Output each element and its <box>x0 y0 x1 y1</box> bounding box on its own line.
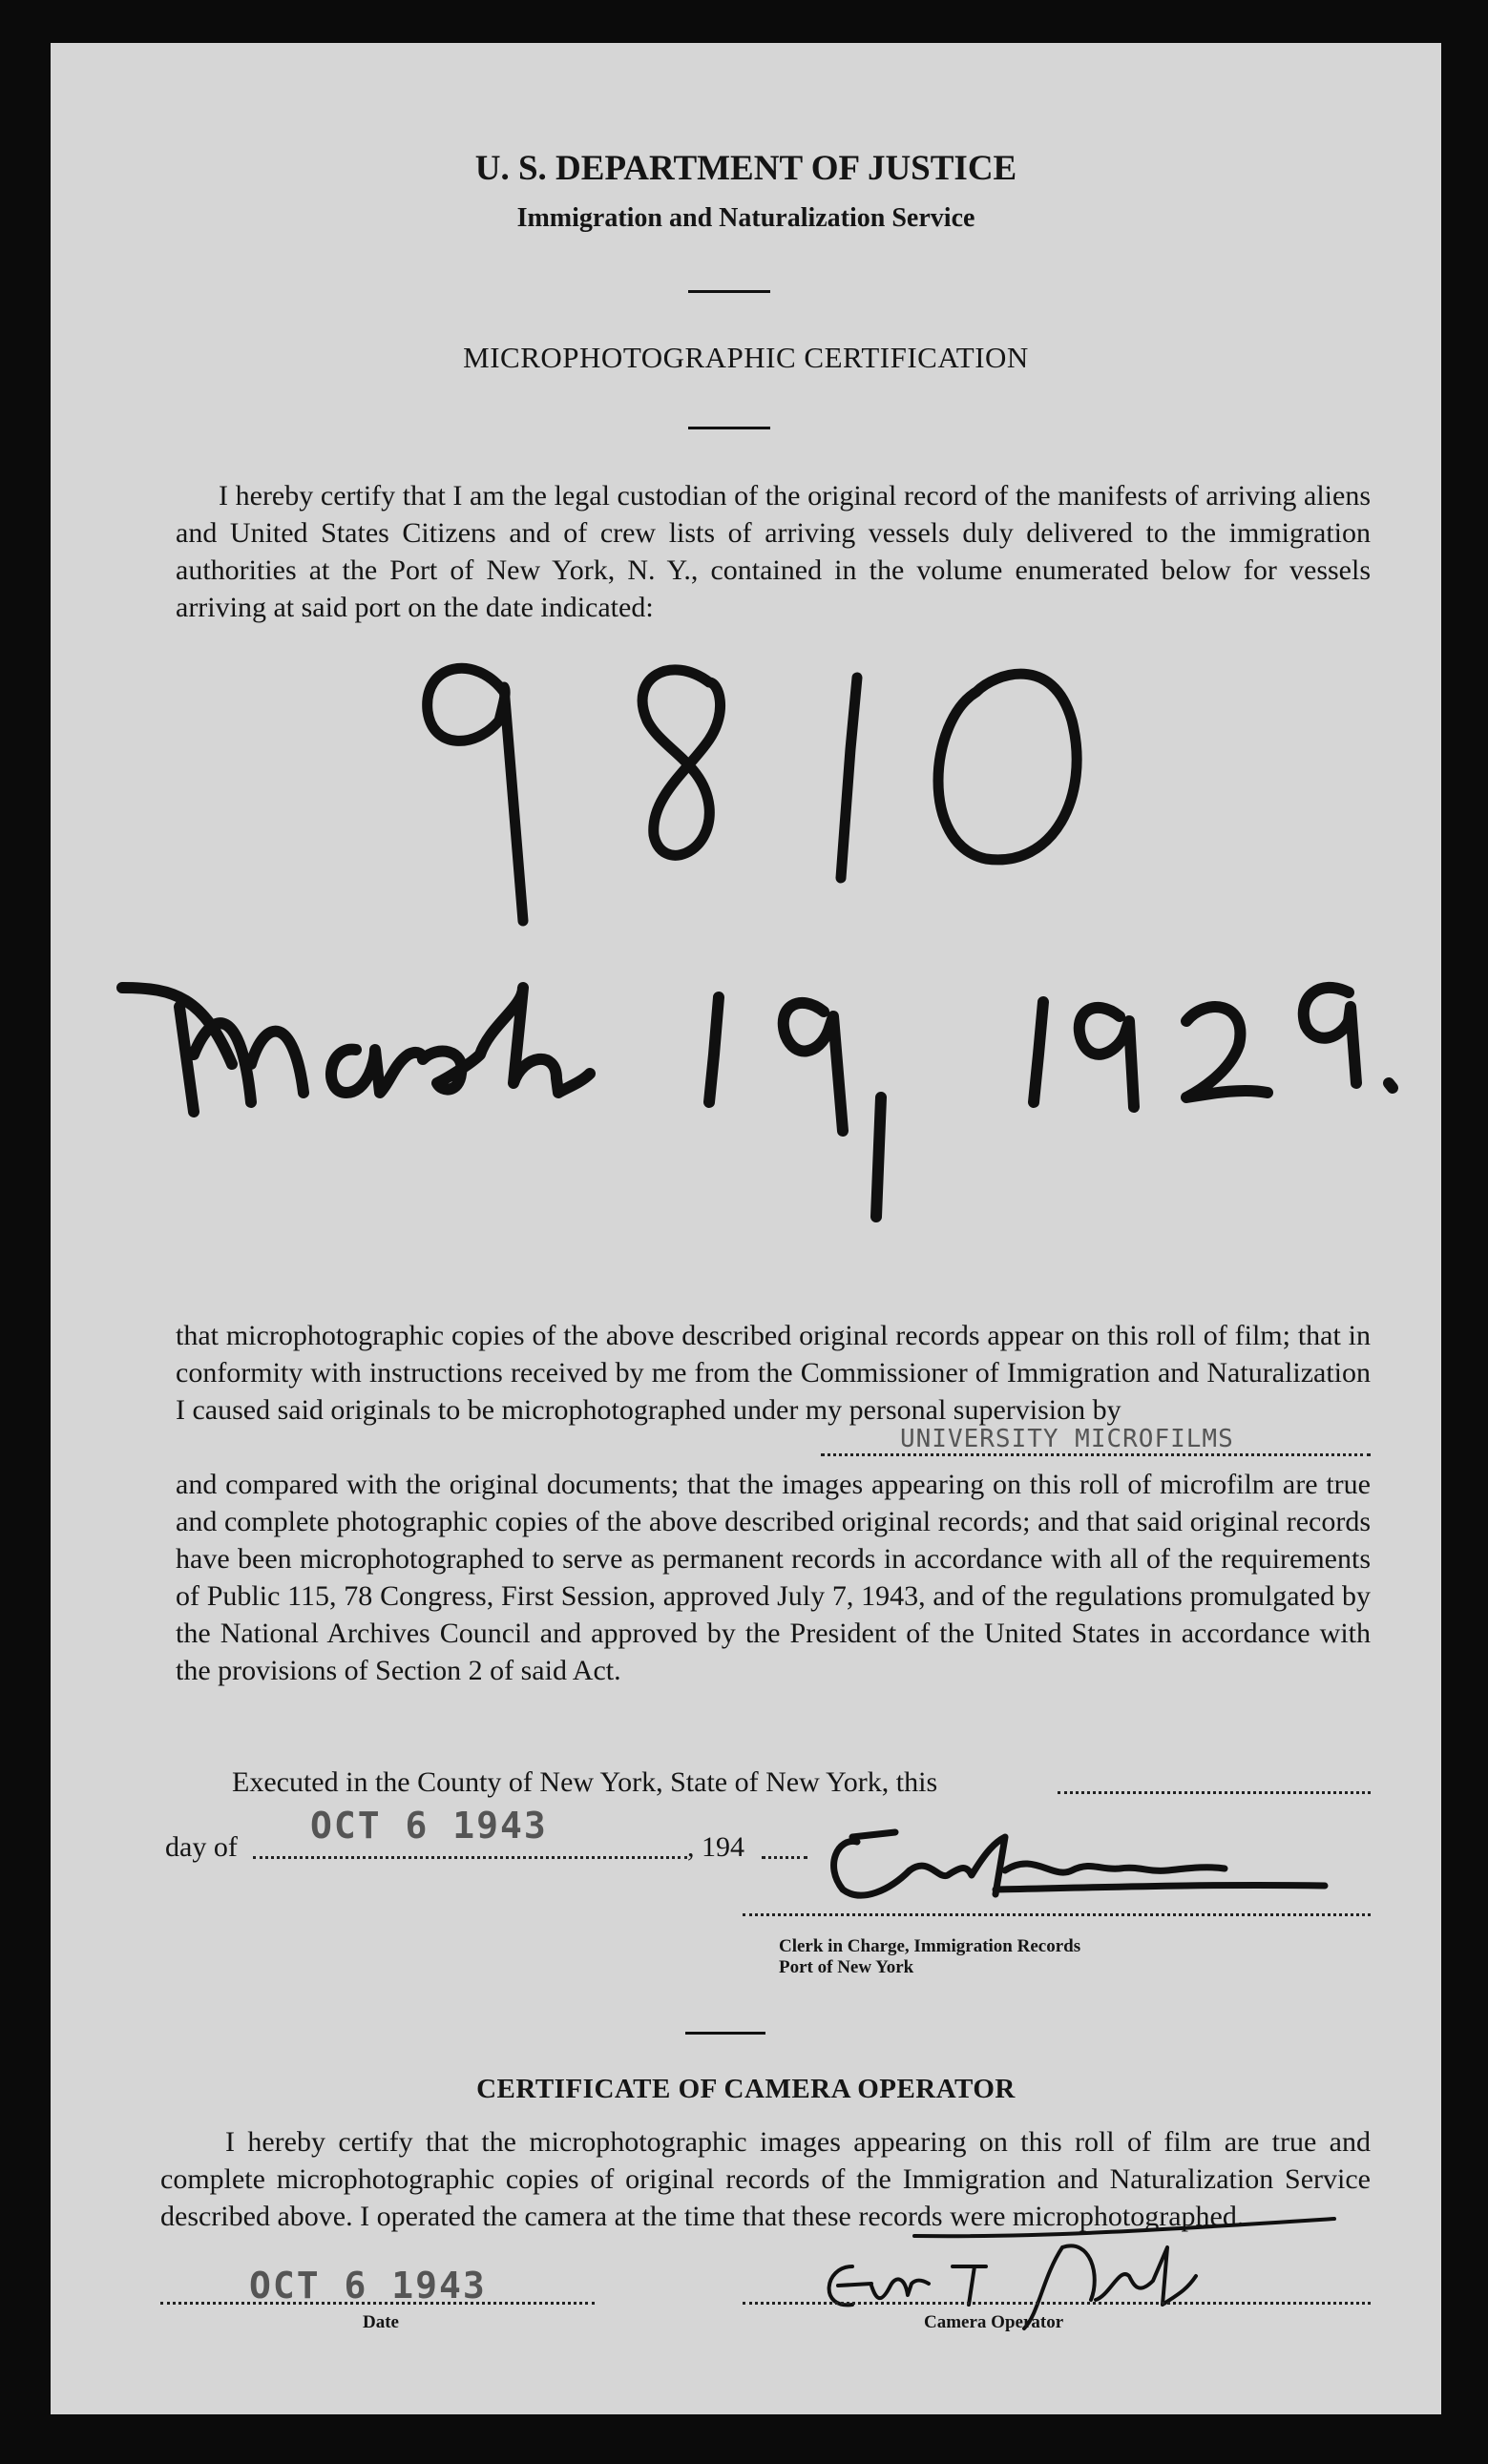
clerk-title-line2: Port of New York <box>779 1957 914 1977</box>
department-heading: U. S. DEPARTMENT OF JUSTICE <box>474 149 1017 188</box>
camera-operator-signature <box>805 2209 1396 2333</box>
handwritten-date <box>89 928 1425 1245</box>
day-of-label: day of <box>165 1831 238 1863</box>
camera-date-line <box>160 2302 595 2305</box>
camera-operator-label: Camera Operator <box>924 2312 1064 2332</box>
camera-operator-statement: I hereby certify that the microphotographic images appearing on this roll of film are true and complete microphotographic copies of original records of the Immigration and Naturalization Service described above. I operated the camera at the time that these records were microphotographed. <box>160 2126 1371 2232</box>
year-dotted-line <box>762 1856 807 1859</box>
camera-operator-line <box>743 2302 1371 2305</box>
certification-intro: I hereby certify that I am the legal custodian of the original record of the manifests of arriving aliens and United States Citizens and of crew lists of arriving vessels duly delivered to the immigration authorities at the Port of New York, N. Y., contained in the volume enumerated below for vessels arriving at said port on the date indicated: <box>176 480 1371 623</box>
year-prefix: , 194 <box>687 1831 744 1863</box>
service-subheading: Immigration and Naturalization Service <box>516 203 975 233</box>
handwritten-volume-text: 9810 <box>385 622 415 638</box>
certification-body-part1: that microphotographic copies of the above described original records appear on this roll of film; that in conformity with instructions received by me from the Commissioner of Immigration and Naturalization I caused said originals to be microphotographed under my personal supervision by <box>176 1320 1371 1426</box>
clerk-signature <box>805 1813 1339 1918</box>
title-divider <box>688 427 770 429</box>
clerk-signature-line <box>743 1913 1371 1916</box>
clerk-title-line1: Clerk in Charge, Immigration Records <box>779 1936 1081 1956</box>
supervisor-dotted-line <box>821 1453 1371 1456</box>
day-of-dotted-line <box>253 1856 687 1859</box>
certification-title: MICROPHOTOGRAPHIC CERTIFICATION <box>463 341 1029 374</box>
executed-date-stamp: OCT 6 1943 <box>310 1805 548 1847</box>
camera-date-stamp: OCT 6 1943 <box>249 2265 487 2307</box>
header-divider <box>688 290 770 293</box>
camera-operator-title: CERTIFICATE OF CAMERA OPERATOR <box>476 2074 1016 2104</box>
certification-body-part2: and compared with the original documents; that the images appearing on this roll of microfilm are true and complete photographic copies of the above described original records; and that said original records have been microphotographed to serve as permanent records in accordance with all of the requirements of Public 115, 78 Congress, First Session, approved July 7, 1943, and of the regulations promulgated by the National Archives Council and approved by the President of the United States in accordance with the provisions of Section 2 of said Act. <box>176 1469 1371 1686</box>
camera-divider <box>685 2032 765 2035</box>
camera-date-label: Date <box>363 2312 399 2332</box>
handwritten-volume-number <box>385 622 1148 950</box>
certificate-page <box>51 43 1441 2414</box>
handwritten-date-text: March 19, 1929. <box>89 928 190 944</box>
executed-statement: Executed in the County of New York, State of New York, this <box>232 1766 938 1798</box>
typed-company-name: UNIVERSITY MICROFILMS <box>900 1425 1234 1453</box>
executed-dotted-line <box>1058 1791 1371 1794</box>
